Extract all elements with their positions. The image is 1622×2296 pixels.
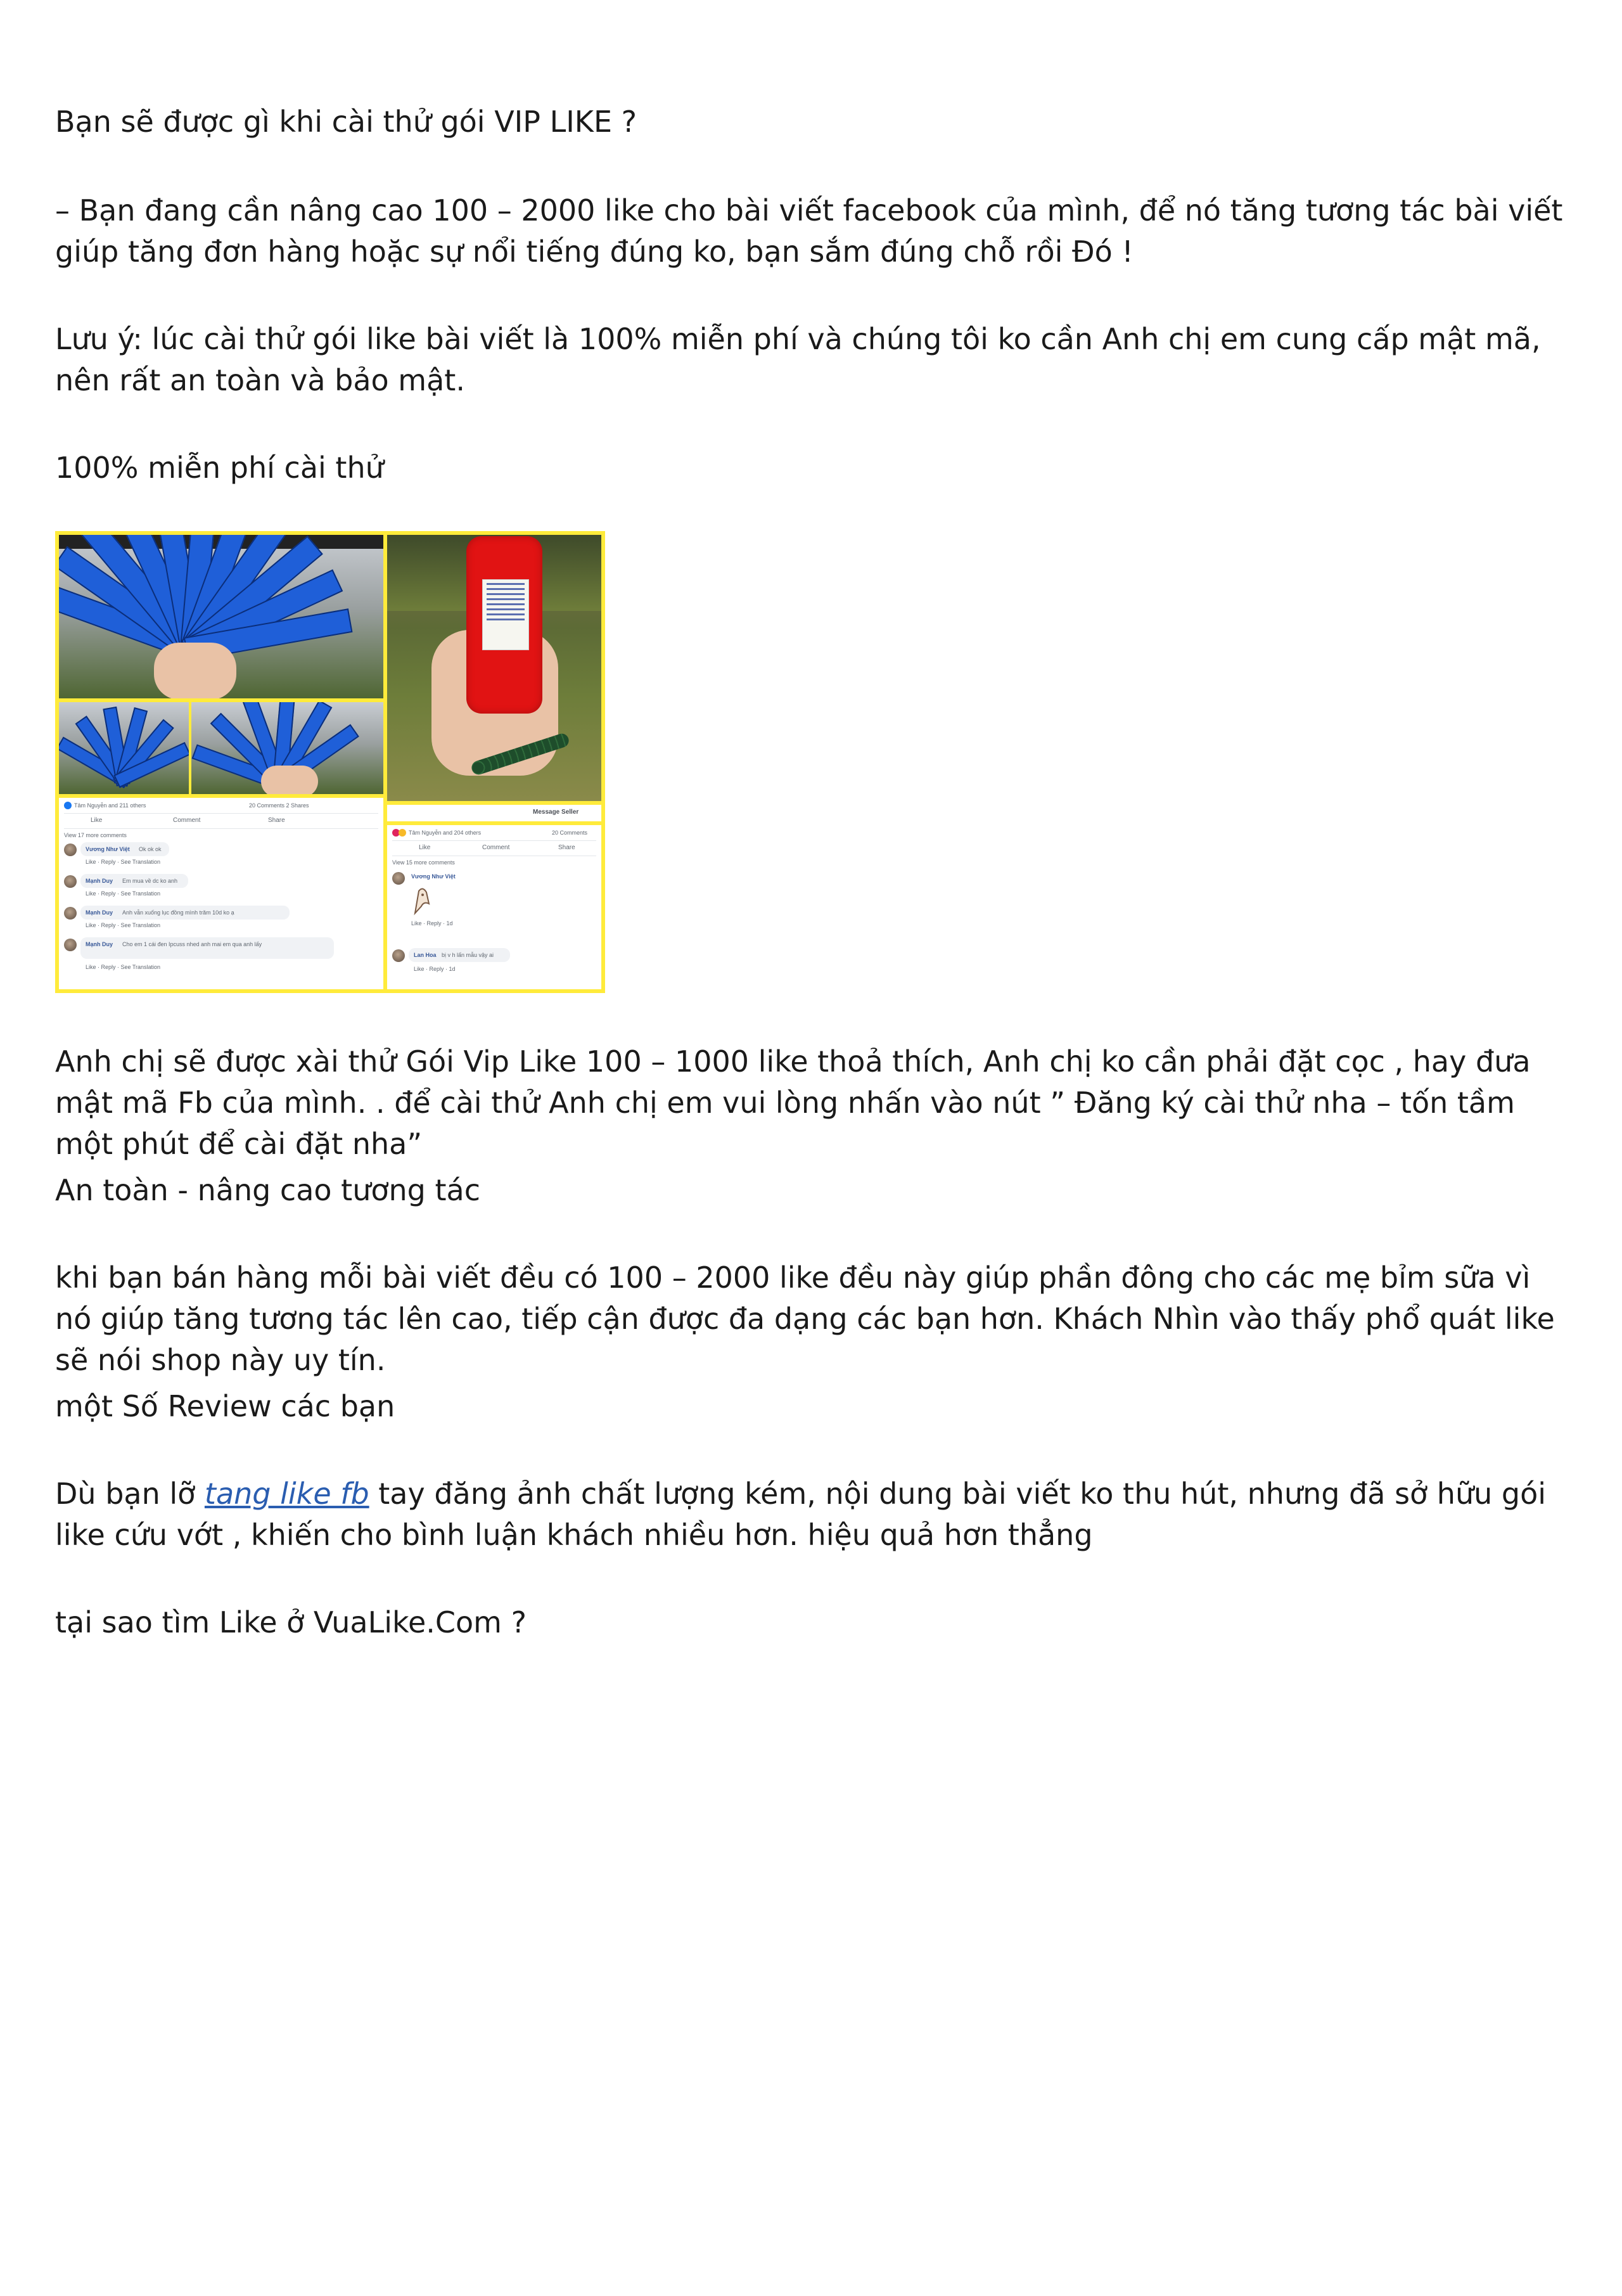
avatar — [64, 939, 77, 951]
comment-author: Vương Như Việt — [411, 873, 456, 880]
like-action: Like — [91, 817, 103, 824]
facebook-post-panel-left — [59, 798, 383, 989]
paragraph-free-trial: 100% miễn phí cài thử — [55, 451, 384, 485]
fan-photo-large — [59, 535, 383, 698]
comment-author: Mạnh Duy — [86, 941, 113, 947]
paragraph-safety-heading: An toàn - nâng cao tương tác — [55, 1173, 480, 1207]
fan-photo-small-1 — [59, 702, 189, 794]
comment-text: Ok ok ok — [139, 846, 162, 852]
comment-meta: Like · Reply · See Translation — [86, 964, 161, 970]
facebook-post-panel-right — [387, 825, 601, 989]
share-action: Share — [558, 844, 575, 851]
fan-photo-small-2 — [191, 702, 383, 794]
comment-author: Mạnh Duy — [86, 909, 113, 916]
red-phone-photo — [387, 535, 601, 801]
avatar — [64, 875, 77, 888]
message-seller-bar — [387, 805, 601, 821]
paragraph-note: Lưu ý: lúc cài thử gói like bài viết là 100% miễn phí và chúng tôi ko cần Anh chị em cung cấp mật mã, nên rất an toàn và bảo mật. — [55, 322, 1541, 397]
comment-text: bị v h lấn mẫu vậy ai — [442, 952, 494, 958]
counts-text: 20 Comments 2 Shares — [249, 802, 309, 809]
comment-meta: Like · Reply · See Translation — [86, 859, 161, 865]
paragraph-reviews-heading: một Số Review các bạn — [55, 1389, 395, 1423]
comment-author: Mạnh Duy — [86, 878, 113, 884]
paragraph-intro: – Bạn đang cần nâng cao 100 – 2000 like cho bài viết facebook của mình, để nó tăng tương tác bài viết giúp tăng đơn hàng hoặc sự nổi tiếng đúng ko, bạn sắm đúng chỗ rồi Đó ! — [55, 193, 1563, 269]
comment-author: Lan Hoa — [414, 952, 437, 958]
message-seller-button: Message Seller — [533, 809, 579, 816]
comment-text: Cho em 1 cái đen Ipcuss nhed anh mai em qua anh lấy — [122, 941, 262, 947]
reactions-text: Tâm Nguyễn and 204 others — [409, 830, 482, 836]
paragraph-trial-details: Anh chị sẽ được xài thử Gói Vip Like 100 – 1000 like thoả thích, Anh chị ko cần phải đặt cọc , hay đưa mật mã Fb của mình. . để cài thử Anh chị em vui lòng nhấn vào nút ” Đăng ký cài thử nha – tốn tầm một phút để cài đặt nha” — [55, 1044, 1531, 1161]
reactions-text: Tâm Nguyễn and 211 others — [74, 802, 146, 809]
paragraph-why-vualike: tại sao tìm Like ở VuaLike.Com ? — [55, 1605, 527, 1639]
comment-action: Comment — [482, 844, 510, 851]
share-action: Share — [268, 817, 285, 824]
comment-text: Anh vẫn xuống lục đồng mình trăm 10d ko ạ — [122, 909, 234, 916]
like-action: Like — [419, 844, 431, 851]
paragraph-with-link — [55, 1473, 1569, 1556]
comment-meta: Like · Reply · 1d — [414, 966, 456, 972]
paragraph-benefits: khi bạn bán hàng mỗi bài viết đều có 100 – 2000 like đều này giúp phần đông cho các mẹ bỉm sữa vì nó giúp tăng tương tác lên cao, tiếp cận được đa dạng các bạn hơn. Khách Nhìn vào thấy phổ quát like sẽ nói shop này uy tín. — [55, 1260, 1555, 1377]
comment-meta: Like · Reply · 1d — [411, 920, 453, 927]
view-more-comments: View 15 more comments — [392, 859, 455, 866]
paragraph-text-before-link: Dù bạn lỡ — [55, 1477, 205, 1511]
comment-meta: Like · Reply · See Translation — [86, 922, 161, 928]
avatar — [392, 872, 405, 885]
counts-text: 20 Comments — [552, 830, 588, 836]
sticker-icon — [410, 885, 435, 916]
avatar — [64, 907, 77, 920]
comment-text: Em mua về dc ko anh — [122, 878, 178, 884]
paragraph-heading-vip-like: Bạn sẽ được gì khi cài thử gói VIP LIKE ? — [55, 105, 637, 139]
avatar — [64, 843, 77, 856]
comment-author: Vương Như Việt — [86, 846, 130, 852]
comment-meta: Like · Reply · See Translation — [86, 890, 161, 897]
avatar — [392, 949, 405, 962]
product-collage-image — [55, 531, 605, 993]
comment-action: Comment — [173, 817, 201, 824]
tang-like-fb-link[interactable]: tang like fb — [204, 1477, 369, 1511]
view-more-comments: View 17 more comments — [64, 832, 127, 838]
paragraph-text-after-link: tay đăng ảnh chất lượng kém, nội dung bài viết ko thu hút, nhưng đã sở hữu gói like cứu vớt , khiến cho bình luận khách nhiều hơn. hiệu quả hơn thẳng — [55, 1477, 1547, 1552]
